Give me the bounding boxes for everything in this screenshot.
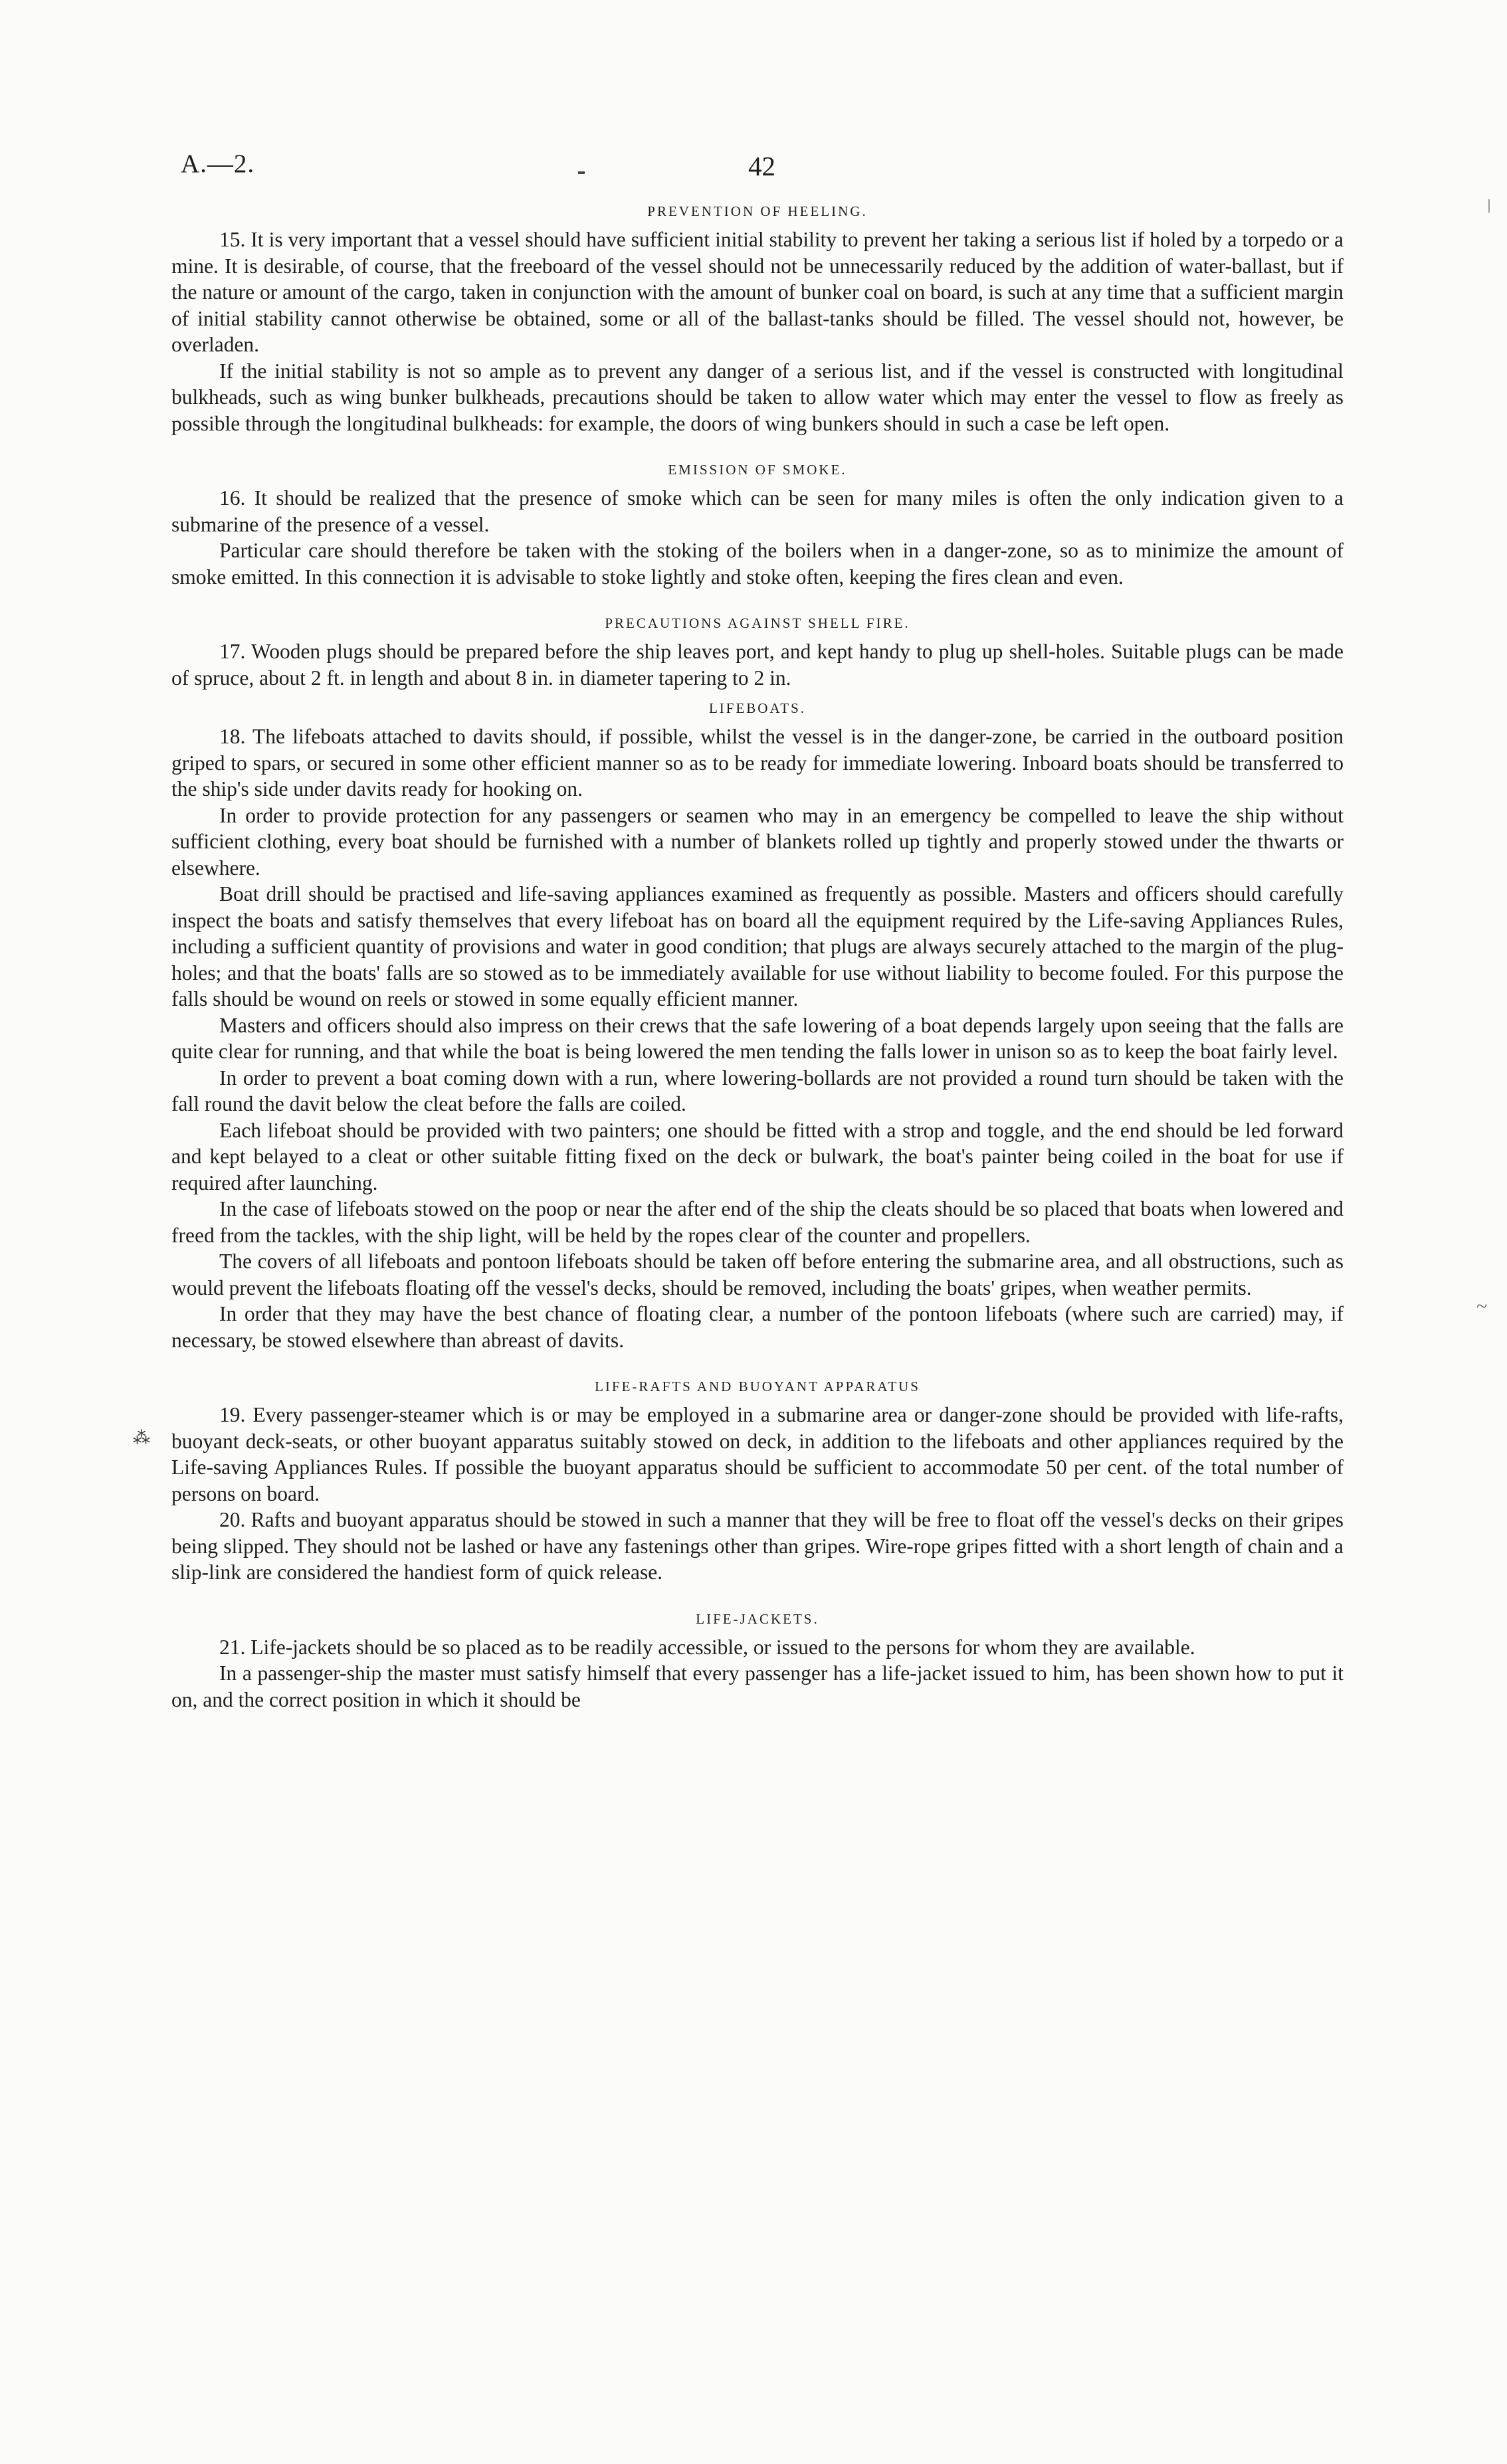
paragraph: In order to prevent a boat coming down with a run, where lowering-bollards are not provided a round turn should be taken with the fall round the davit below the cleat before the falls are coiled. (171, 1066, 1344, 1115)
section-heading: LIFE-JACKETS. (696, 1610, 819, 1627)
paragraph: In order to provide protection for any passengers or seamen who may in an emergency be compelled to leave the ship without sufficient clothing, every boat should be furnished with a number of blankets rolled up tightly and properly stowed under the thwarts or elsewhere. (171, 803, 1344, 880)
header-dash (578, 171, 585, 174)
paragraph: 19. Every passenger-steamer which is or may be employed in a submarine area or danger-zone should be provided with life-rafts, buoyant deck-seats, or other buoyant apparatus suitably stowed on deck, in addition to the lifeboats and other appliances required by the Life-saving Appliances Rules. If possible the buoyant apparatus should be sufficient to accommodate 50 per cent. of the total number of persons on board. (171, 1403, 1344, 1505)
paragraph: 17. Wooden plugs should be prepared before the ship leaves port, and kept handy to plug up shell-holes. Suitable plugs can be made of spruce, about 2 ft. in length and about 8 in. in diameter tapering to 2 in. (171, 640, 1344, 690)
paragraph: 15. It is very important that a vessel should have sufficient initial stability to prevent her taking a serious list if holed by a torpedo or a mine. It is desirable, of course, that the freeboard of the vessel should not be unnecessarily reduced by the addition of water-ballast, but if the nature or amount of the cargo, taken in conjunction with the amount of bunker coal on board, is such at any time that a sufficient margin of initial stability cannot otherwise be obtained, some or all of the ballast-tanks should be filled. The vessel should not, however, be overladen. (171, 228, 1344, 356)
paragraph: 18. The lifeboats attached to davits should, if possible, whilst the vessel is in the danger-zone, be carried in the outboard position griped to spars, or secured in some other efficient manner so as to be ready for immediate lowering. Inboard boats should be transferred to the ship's side under davits ready for hooking on. (171, 725, 1344, 801)
paragraph: The covers of all lifeboats and pontoon lifeboats should be taken off before entering the submarine area, and all obstructions, such as would prevent the lifeboats floating off the vessel's decks, should be removed, including the boats' gripes, when weather permits. (171, 1250, 1344, 1299)
document-reference: A.—2. (181, 149, 255, 178)
paragraph: Particular care should therefore be taken with the stoking of the boilers when in a danger-zone, so as to minimize the amount of smoke emitted. In this connection it is advisable to stoke lightly and stoke often, keeping the fires clean and even. (171, 539, 1344, 589)
paragraph: In a passenger-ship the master must satisfy himself that every passenger has a life-jacket issued to him, has been shown how to put it on, and the correct position in which it should be (171, 1661, 1344, 1711)
paragraph: In order that they may have the best chance of floating clear, a number of the pontoon lifeboats (where such are carried) may, if necessary, be stowed elsewhere than abreast of davits. (171, 1302, 1344, 1352)
paragraph: 16. It should be realized that the presence of smoke which can be seen for many miles is often the only indication given to a submarine of the presence of a vessel. (171, 486, 1344, 536)
page-header (171, 140, 1344, 194)
paragraph: 20. Rafts and buoyant apparatus should be stowed in such a manner that they will be free to float off the vessel's decks on their gripes being slipped. They should not be lashed or have any fastenings other than gripes. Wire-rope gripes fitted with a short length of chain and a slip-link are considered the handiest form of quick release. (171, 1508, 1344, 1584)
section-heading: EMISSION OF SMOKE. (668, 462, 847, 478)
page-number: 42 (748, 151, 775, 181)
section-heading: LIFE-RAFTS AND BUOYANT APPARATUS (595, 1378, 920, 1394)
section-heading: PREVENTION OF HEELING. (647, 203, 868, 219)
paragraph: Masters and officers should also impress on their crews that the safe lowering of a boat depends largely upon seeing that the falls are quite clear for running, and that while the boat is being lowered the men tending the falls lower in unison so as to keep the boat fairly level. (171, 1013, 1344, 1063)
section-heading: PRECAUTIONS AGAINST SHELL FIRE. (605, 615, 910, 631)
paragraph: Boat drill should be practised and life-saving appliances examined as frequently as possible. Masters and officers should carefully inspect the boats and satisfy themselves that every lifeboat has on board all the equipment required by the Life-saving Appliances Rules, including a sufficient quantity of provisions and water in good condition; that plugs are always securely attached to the margin of the plug-holes; and that the boats' falls are so stowed as to be immediately available for use without liability to become fouled. For this purpose the falls should be wound on reels or stowed in some equally efficient manner. (171, 882, 1344, 1010)
margin-mark-left: ⁂ (133, 1428, 150, 1448)
paragraph: 21. Life-jackets should be so placed as to be readily accessible, or issued to the persons for whom they are available. (219, 1635, 1195, 1659)
section-heading: LIFEBOATS. (708, 700, 807, 716)
document-page (171, 140, 1344, 2425)
paragraph: Each lifeboat should be provided with two painters; one should be fitted with a strop and toggle, and the end should be led forward and kept belayed to a cleat or other suitable fitting fixed on the deck or bulwark, the boat's painter being coiled in the boat for use if required after launching. (171, 1118, 1344, 1194)
paragraph: If the initial stability is not so ample as to prevent any danger of a serious list, and if the vessel is constructed with longitudinal bulkheads, such as wing bunker bulkheads, precautions should be taken to allow water which may enter the vessel to flow as freely as possible through the longitudinal bulkheads: for example, the doors of wing bunkers should in such a case be left open. (171, 359, 1344, 435)
margin-mark-right: ~ (1476, 1295, 1488, 1317)
margin-mark-top (1488, 199, 1490, 213)
paragraph: In the case of lifeboats stowed on the poop or near the after end of the ship the cleats should be so placed that boats when lowered and freed from the tackles, with the ship light, will be held by the ropes clear of the counter and propellers. (171, 1197, 1344, 1247)
